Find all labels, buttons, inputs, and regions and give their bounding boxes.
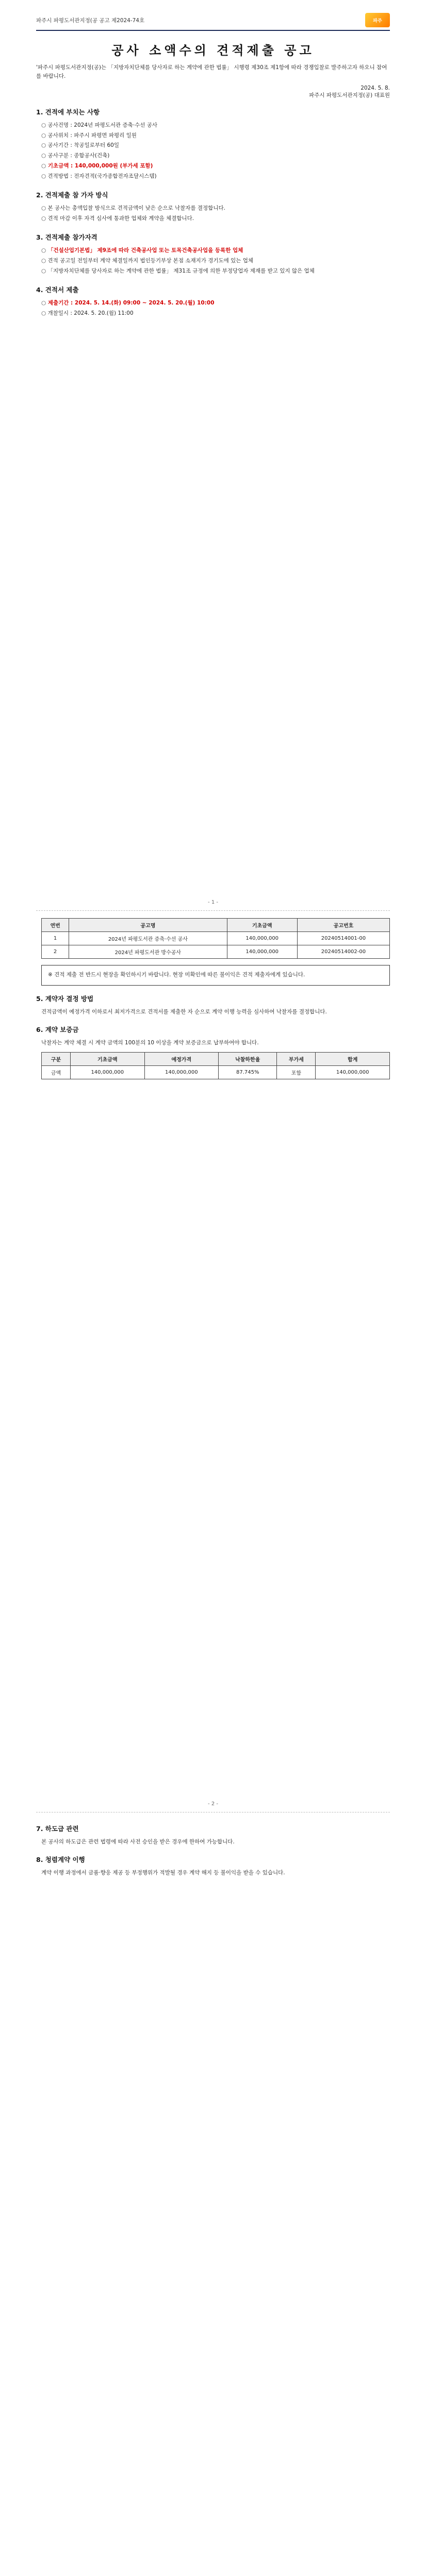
- list-item: ○ 제출기간 : 2024. 5. 14.(화) 09:00 ~ 2024. 5. 20.(월) 10:00: [41, 298, 390, 309]
- table-cell: 87.745%: [219, 1065, 277, 1079]
- bid-table: [41, 918, 390, 959]
- section-text: 낙찰자는 계약 체결 시 계약 금액의 100분의 10 이상을 계약 보증금으로 납부하여야 합니다.: [41, 1040, 259, 1046]
- table-header: 기초금액: [227, 919, 297, 932]
- section-text: 견적금액이 예정가격 이하로서 최저가격으로 견적서를 제출한 자 순으로 계약 이행 능력을 심사하여 낙찰자를 결정합니다.: [41, 1008, 327, 1015]
- table-cell: 금액: [42, 1065, 71, 1079]
- table-header: 낙찰하한율: [219, 1052, 277, 1065]
- table-cell: 140,000,000: [70, 1065, 144, 1079]
- section-list: [36, 121, 390, 182]
- page-1: [36, 9, 390, 911]
- price-table: [41, 1052, 390, 1079]
- issue-date: 2024. 5. 8.: [361, 84, 390, 91]
- table-cell: 140,000,000: [144, 1065, 219, 1079]
- table-cell: 140,000,000: [227, 932, 297, 945]
- list-item: ○ 본 공사는 총액입찰 방식으로 견적금액이 낮은 순으로 낙찰자를 결정합니다.: [41, 204, 390, 214]
- section-heading: 6. 계약 보증금: [36, 1026, 79, 1034]
- section-heading: 2. 견적제출 참 가자 방식: [36, 191, 108, 199]
- list-item: ○ 개찰일시 : 2024. 5. 20.(월) 11:00: [41, 309, 390, 319]
- section-heading: 7. 하도급 관련: [36, 1825, 79, 1833]
- table-cell: 포함: [277, 1065, 316, 1079]
- library-logo: 파주: [365, 13, 390, 27]
- list-item: ○ 「건설산업기본법」 제9조에 따라 건축공사업 또는 토목건축공사업을 등록한 업체: [41, 246, 390, 256]
- list-item: ○ 공사건명 : 2024년 파평도서관 증축·수선 공사: [41, 121, 390, 131]
- section-heading: 3. 견적제출 참가자격: [36, 233, 97, 242]
- document-header: [36, 12, 390, 31]
- table-cell: 2: [42, 945, 69, 959]
- table-header: 합계: [316, 1052, 390, 1065]
- table-header: 구분: [42, 1052, 71, 1065]
- list-item: ○ 견적방법 : 전자견적(국가종합전자조달시스템): [41, 172, 390, 182]
- table-header: 공고번호: [297, 919, 389, 932]
- list-item: ○ 공사위치 : 파주시 파평면 파평리 일원: [41, 131, 390, 141]
- list-item: ○ 공사구분 : 종합공사(건축): [41, 151, 390, 161]
- section-text: 계약 이행 과정에서 금품·향응 제공 등 부정행위가 적발될 경우 계약 해지 등 불이익을 받을 수 있습니다.: [41, 1870, 285, 1876]
- list-item: ○ 견적 마감 이후 자격 심사에 통과한 업체와 계약을 체결합니다.: [41, 214, 390, 224]
- table-header: 기초금액: [70, 1052, 144, 1065]
- list-item: ○ 견적 공고일 전일부터 계약 체결일까지 법인등기부상 본점 소재지가 경기도에 있는 업체: [41, 256, 390, 266]
- list-item: ○ 기초금액 : 140,000,000원 (부가세 포함): [41, 161, 390, 172]
- table-header: 연번: [42, 919, 69, 932]
- page-number: - 2 -: [208, 1801, 218, 1807]
- table-cell: 140,000,000: [227, 945, 297, 959]
- table-header: 예정가격: [144, 1052, 219, 1065]
- list-item: ○ 공사기간 : 착공일로부터 60일: [41, 141, 390, 151]
- section-heading: 5. 계약자 결정 방법: [36, 994, 94, 1003]
- table-cell: 2024년 파평도서관 증축·수선 공사: [69, 932, 227, 945]
- section-heading: 4. 견적서 제출: [36, 285, 79, 294]
- table-row: [42, 945, 390, 959]
- section-heading: 1. 견적에 부치는 사항: [36, 108, 100, 116]
- notice-box: ※ 견적 제출 전 반드시 현장을 확인하시기 바랍니다. 현장 미확인에 따른 불이익은 견적 제출자에게 있습니다.: [41, 965, 390, 986]
- spacer: [36, 1882, 390, 1923]
- table-cell: 20240514001-00: [297, 932, 389, 945]
- table-header: 공고명: [69, 919, 227, 932]
- page-number: - 1 -: [208, 900, 218, 905]
- document-title: 공사 소액수의 견적제출 공고: [111, 43, 315, 58]
- table-row: [42, 932, 390, 945]
- section-list: [36, 204, 390, 224]
- intro-paragraph: '파주시 파평도서관지정(공)는 「지방자치단체를 당사자로 하는 계약에 관한 법률」 시행령 제30조 제1항에 따라 경쟁입찰로 발주하고자 하오니 참여를 바랍니다.: [36, 64, 387, 79]
- section-heading: 8. 청렴계약 이행: [36, 1856, 85, 1864]
- table-header: 부가세: [277, 1052, 316, 1065]
- table-cell: 2024년 파평도서관 방수공사: [69, 945, 227, 959]
- section-list: [36, 246, 390, 277]
- table-cell: 20240514002-00: [297, 945, 389, 959]
- notice-number: 파주시 파평도서관지정(공 공고 제2024-74호: [36, 17, 145, 24]
- section-text: 본 공사의 하도급은 관련 법령에 따라 사전 승인을 받은 경우에 한하여 가능합니다.: [41, 1839, 235, 1845]
- section-list: [36, 298, 390, 319]
- list-item: ○ 「지방자치단체를 당사자로 하는 계약에 관한 법률」 제31조 규정에 의한 부정당업자 제재를 받고 있지 않은 업체: [41, 266, 390, 277]
- table-cell: 1: [42, 932, 69, 945]
- table-cell: 140,000,000: [316, 1065, 390, 1079]
- table-row: [42, 1065, 390, 1079]
- page-2: [36, 911, 390, 1812]
- page-3: [36, 1812, 390, 2576]
- issuer-name: 파주시 파평도서관지정(공) 대표원: [309, 92, 390, 98]
